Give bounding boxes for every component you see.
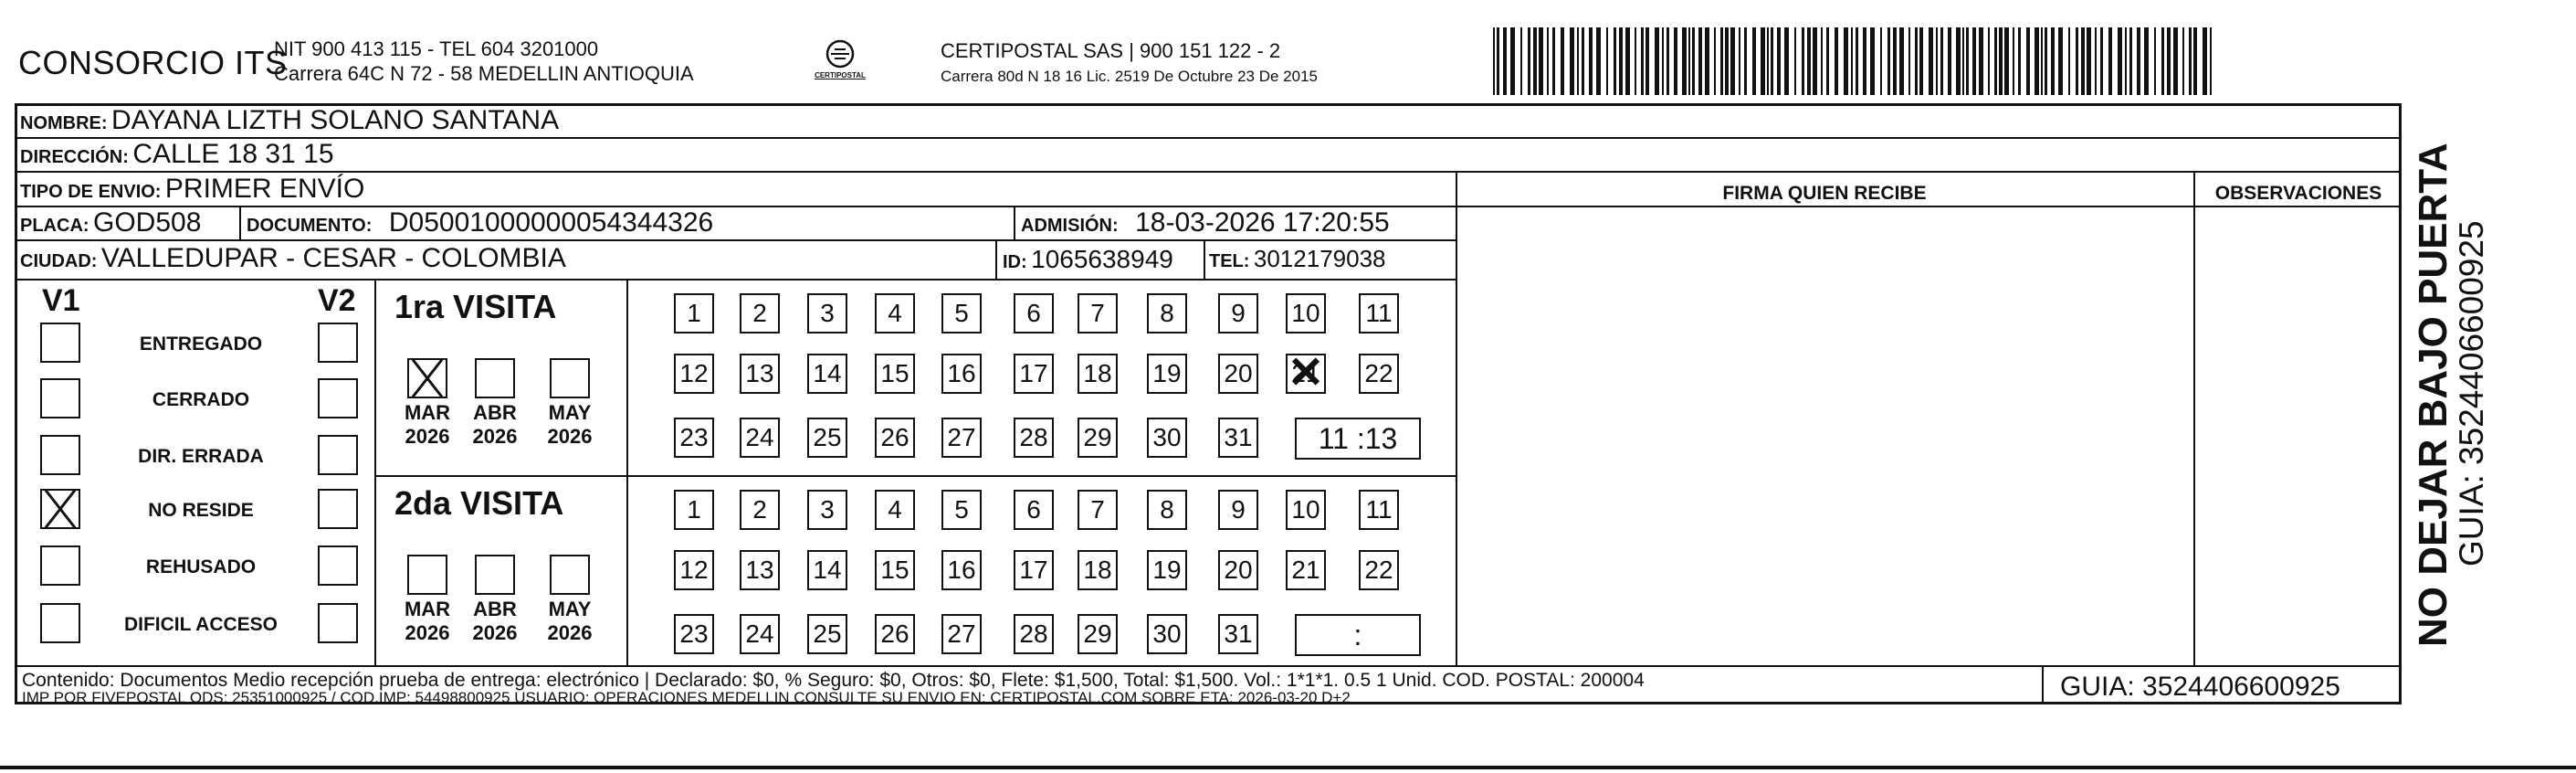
v2-checkbox-1[interactable] bbox=[318, 378, 358, 418]
month-checkbox-abr[interactable] bbox=[475, 358, 515, 398]
month-label bbox=[468, 401, 522, 449]
month-checkbox-mar[interactable] bbox=[407, 555, 447, 595]
day-box[interactable]: 6 bbox=[1014, 293, 1054, 334]
month-name: ABR bbox=[473, 401, 517, 424]
day-box[interactable]: 8 bbox=[1147, 490, 1187, 530]
month-year: 2026 bbox=[405, 425, 450, 448]
visit-month-divider bbox=[626, 279, 628, 665]
firma-col-border bbox=[1456, 171, 1457, 665]
day-box[interactable]: 23 bbox=[674, 614, 714, 654]
day-box[interactable]: 21 bbox=[1286, 550, 1326, 590]
ciudad-label: CIUDAD: bbox=[20, 251, 98, 271]
documento-label: DOCUMENTO: bbox=[247, 216, 373, 236]
time-field[interactable]: : bbox=[1295, 614, 1421, 656]
day-box[interactable]: 14 bbox=[807, 354, 847, 394]
side-notice: NO DEJAR BAJO PUERTA bbox=[2411, 143, 2455, 647]
certipostal-logo bbox=[808, 38, 872, 90]
day-box[interactable]: 5 bbox=[941, 490, 982, 530]
visit-title: 2da VISITA bbox=[394, 484, 564, 522]
ciudad-value: VALLEDUPAR - CESAR - COLOMBIA bbox=[100, 243, 566, 273]
day-box[interactable]: 31 bbox=[1218, 418, 1258, 458]
address-line: Carrera 64C N 72 - 58 MEDELLIN ANTIOQUIA bbox=[274, 62, 694, 85]
day-box[interactable]: 5 bbox=[941, 293, 982, 334]
id-label: ID: bbox=[1003, 252, 1027, 272]
nombre-value: DAYANA LIZTH SOLANO SANTANA bbox=[111, 105, 560, 135]
day-box[interactable]: 17 bbox=[1014, 550, 1054, 590]
admision-label: ADMISIÓN: bbox=[1021, 216, 1119, 236]
month-label bbox=[400, 401, 455, 449]
v2-checkbox-2[interactable] bbox=[318, 435, 358, 475]
day-box[interactable]: 16 bbox=[941, 354, 982, 394]
day-box[interactable]: 20 bbox=[1218, 550, 1258, 590]
month-checkbox-mar[interactable] bbox=[407, 358, 447, 398]
certipostal-info bbox=[941, 38, 1318, 90]
placa-value: GOD508 bbox=[93, 207, 202, 238]
tel-label: TEL: bbox=[1209, 251, 1250, 271]
day-box[interactable]: 29 bbox=[1078, 418, 1118, 458]
admision-field bbox=[1021, 207, 1390, 238]
nit-line: NIT 900 413 115 - TEL 604 3201000 bbox=[274, 37, 599, 60]
id-field bbox=[1003, 245, 1173, 274]
cp-license: Carrera 80d N 18 16 Lic. 2519 De Octubre 23 De 2015 bbox=[941, 68, 1318, 85]
day-box[interactable]: 27 bbox=[941, 418, 982, 458]
day-box[interactable]: 1 bbox=[674, 293, 714, 334]
direccion-field bbox=[20, 139, 334, 170]
day-box[interactable]: 22 bbox=[1359, 354, 1399, 394]
v1-header: V1 bbox=[42, 283, 80, 318]
barcode bbox=[1493, 27, 2224, 95]
day-box[interactable]: 8 bbox=[1147, 293, 1187, 334]
footer-guia: GUIA: 3524406600925 bbox=[2060, 672, 2340, 702]
day-box[interactable]: 7 bbox=[1078, 293, 1118, 334]
v2-header: V2 bbox=[318, 283, 356, 318]
day-box[interactable]: 10 bbox=[1286, 293, 1326, 334]
day-box[interactable]: 12 bbox=[674, 354, 714, 394]
day-box[interactable]: 18 bbox=[1078, 354, 1118, 394]
header-divider bbox=[1457, 206, 2402, 207]
tipo-field bbox=[20, 174, 364, 205]
v2-checkbox-4[interactable] bbox=[318, 545, 358, 586]
status-label: ENTREGADO bbox=[139, 334, 263, 355]
firma-header: FIRMA QUIEN RECIBE bbox=[1722, 183, 1927, 204]
day-box[interactable]: 2 bbox=[740, 490, 780, 530]
day-box[interactable]: 24 bbox=[740, 614, 780, 654]
tipo-label: TIPO DE ENVIO: bbox=[20, 182, 162, 202]
day-box[interactable]: 3 bbox=[807, 490, 847, 530]
day-box[interactable]: 19 bbox=[1147, 550, 1187, 590]
brand-name: CONSORCIO ITS bbox=[18, 44, 288, 81]
day-box[interactable]: 4 bbox=[875, 490, 915, 530]
visit-divider bbox=[374, 475, 1456, 477]
month-label bbox=[400, 598, 455, 645]
day-box[interactable]: 22 bbox=[1359, 550, 1399, 590]
day-box[interactable]: 17 bbox=[1014, 354, 1054, 394]
month-label bbox=[468, 598, 522, 645]
day-box[interactable]: 1 bbox=[674, 490, 714, 530]
direccion-label: DIRECCIÓN: bbox=[20, 147, 129, 167]
v1-checkbox-3[interactable] bbox=[40, 489, 80, 529]
footer-content: Contenido: Documentos Medio recepción prueba de entrega: electrónico | Declarado: $0, % Seguro: $0, Otros: $0, Flete: $1,500, Total: $1,500. Vol.: 1*1*1. 0.5 1 Unid. COD. POSTAL: 200004 bbox=[22, 670, 1645, 691]
placa-field bbox=[20, 207, 201, 238]
tel-value: 3012179038 bbox=[1253, 245, 1386, 272]
v1-checkbox-5[interactable] bbox=[40, 603, 80, 643]
tel-field bbox=[1209, 245, 1386, 273]
day-box[interactable]: 30 bbox=[1147, 418, 1187, 458]
status-label: NO RESIDE bbox=[148, 500, 254, 521]
v2-checkbox-5[interactable] bbox=[318, 603, 358, 643]
month-checkbox-may[interactable] bbox=[550, 358, 590, 398]
v1-checkbox-4[interactable] bbox=[40, 545, 80, 586]
day-box[interactable]: 13 bbox=[740, 354, 780, 394]
day-box[interactable]: 27 bbox=[941, 614, 982, 654]
cp-nit: CERTIPOSTAL SAS | 900 151 122 - 2 bbox=[941, 39, 1281, 62]
day-box[interactable]: 28 bbox=[1014, 418, 1054, 458]
status-label: REHUSADO bbox=[145, 556, 257, 577]
month-year: 2026 bbox=[547, 621, 593, 644]
v1-checkbox-0[interactable] bbox=[40, 323, 80, 363]
day-box[interactable]: 29 bbox=[1078, 614, 1118, 654]
day-box[interactable]: 25 bbox=[807, 614, 847, 654]
day-box[interactable]: 11 bbox=[1359, 490, 1399, 530]
v2-checkbox-0[interactable] bbox=[318, 323, 358, 363]
month-name: MAR bbox=[404, 401, 451, 424]
day-box[interactable]: 9 bbox=[1218, 490, 1258, 530]
nombre-field bbox=[20, 105, 559, 136]
footer-divider bbox=[2042, 665, 2044, 704]
day-box[interactable]: 11 bbox=[1359, 293, 1399, 334]
tipo-value: PRIMER ENVÍO bbox=[164, 174, 365, 204]
footer-print-info: IMP POR FIVEPOSTAL ODS: 25351000925 / COD.IMP: 54498800925 USUARIO: OPERACIONES MEDELLIN CONSULTE SU ENVIO EN: CERTIPOSTAL.COM SOBRE ETA: 2026-03-20 D+2 bbox=[22, 689, 1351, 706]
visit-title: 1ra VISITA bbox=[394, 288, 557, 325]
v2-checkbox-3[interactable] bbox=[318, 489, 358, 529]
time-field[interactable]: 11 :13 bbox=[1295, 418, 1421, 460]
cell-divider bbox=[995, 239, 997, 279]
signature-area[interactable] bbox=[1461, 212, 2190, 662]
day-box[interactable]: 15 bbox=[875, 354, 915, 394]
status-label: CERRADO bbox=[152, 389, 250, 410]
day-box[interactable]: 25 bbox=[807, 418, 847, 458]
page-edge bbox=[0, 766, 2576, 769]
nombre-label: NOMBRE: bbox=[20, 113, 108, 133]
month-label bbox=[542, 598, 597, 645]
observaciones-header: OBSERVACIONES bbox=[2214, 183, 2382, 204]
cell-divider bbox=[1014, 206, 1015, 239]
day-box[interactable]: 26 bbox=[875, 614, 915, 654]
placa-label: PLACA: bbox=[20, 216, 89, 236]
month-checkbox-may[interactable] bbox=[550, 555, 590, 595]
side-guia: GUIA: 3524406600925 bbox=[2453, 220, 2490, 567]
day-box[interactable]: 2 bbox=[740, 293, 780, 334]
day-box[interactable]: 24 bbox=[740, 418, 780, 458]
month-name: MAY bbox=[548, 598, 592, 620]
day-box[interactable]: 9 bbox=[1218, 293, 1258, 334]
day-box[interactable]: 4 bbox=[875, 293, 915, 334]
day-box[interactable]: 14 bbox=[807, 550, 847, 590]
cell-divider bbox=[239, 206, 241, 239]
status-label: DIFICIL ACCESO bbox=[123, 614, 278, 635]
status-label: DIR. ERRADA bbox=[138, 446, 264, 467]
day-box[interactable]: 19 bbox=[1147, 354, 1187, 394]
month-year: 2026 bbox=[547, 425, 593, 448]
row-divider bbox=[15, 239, 1456, 241]
obs-col-border bbox=[2193, 171, 2195, 665]
day-box[interactable]: 15 bbox=[875, 550, 915, 590]
ciudad-field bbox=[20, 243, 566, 274]
day-box[interactable]: 10 bbox=[1286, 490, 1326, 530]
documento-value: D05001000000054344326 bbox=[388, 207, 714, 238]
month-label bbox=[542, 401, 597, 449]
month-name: MAR bbox=[404, 598, 451, 620]
day-box[interactable]: 16 bbox=[941, 550, 982, 590]
day-box[interactable]: 30 bbox=[1147, 614, 1187, 654]
documento-field bbox=[247, 207, 713, 238]
month-name: MAY bbox=[548, 401, 592, 424]
day-box[interactable]: 28 bbox=[1014, 614, 1054, 654]
day-box[interactable]: 6 bbox=[1014, 490, 1054, 530]
row-divider bbox=[15, 171, 2402, 173]
month-year: 2026 bbox=[472, 425, 518, 448]
month-name: ABR bbox=[473, 598, 517, 620]
month-year: 2026 bbox=[472, 621, 518, 644]
day-box[interactable]: 7 bbox=[1078, 490, 1118, 530]
status-divider bbox=[374, 279, 376, 665]
observations-area[interactable] bbox=[2199, 212, 2398, 662]
day-box[interactable]: 31 bbox=[1218, 614, 1258, 654]
month-year: 2026 bbox=[405, 621, 450, 644]
day-box[interactable]: 23 bbox=[674, 418, 714, 458]
direccion-value: CALLE 18 31 15 bbox=[132, 139, 334, 169]
brand-info bbox=[274, 37, 694, 86]
admision-value: 18-03-2026 17:20:55 bbox=[1135, 207, 1390, 238]
v1-checkbox-1[interactable] bbox=[40, 378, 80, 418]
row-divider bbox=[15, 279, 1456, 281]
v1-checkbox-2[interactable] bbox=[40, 435, 80, 475]
day-box[interactable]: 21 ✕ bbox=[1286, 354, 1326, 394]
logo-icon bbox=[822, 38, 858, 69]
day-box[interactable]: 18 bbox=[1078, 550, 1118, 590]
day-box[interactable]: 3 bbox=[807, 293, 847, 334]
day-box[interactable]: 26 bbox=[875, 418, 915, 458]
logo-label: CERTIPOSTAL bbox=[815, 71, 866, 79]
id-value: 1065638949 bbox=[1031, 245, 1173, 273]
month-checkbox-abr[interactable] bbox=[475, 555, 515, 595]
day-box[interactable]: 13 bbox=[740, 550, 780, 590]
row-divider bbox=[15, 137, 2402, 139]
day-box[interactable]: 12 bbox=[674, 550, 714, 590]
cell-divider bbox=[1204, 239, 1205, 279]
day-box[interactable]: 20 bbox=[1218, 354, 1258, 394]
